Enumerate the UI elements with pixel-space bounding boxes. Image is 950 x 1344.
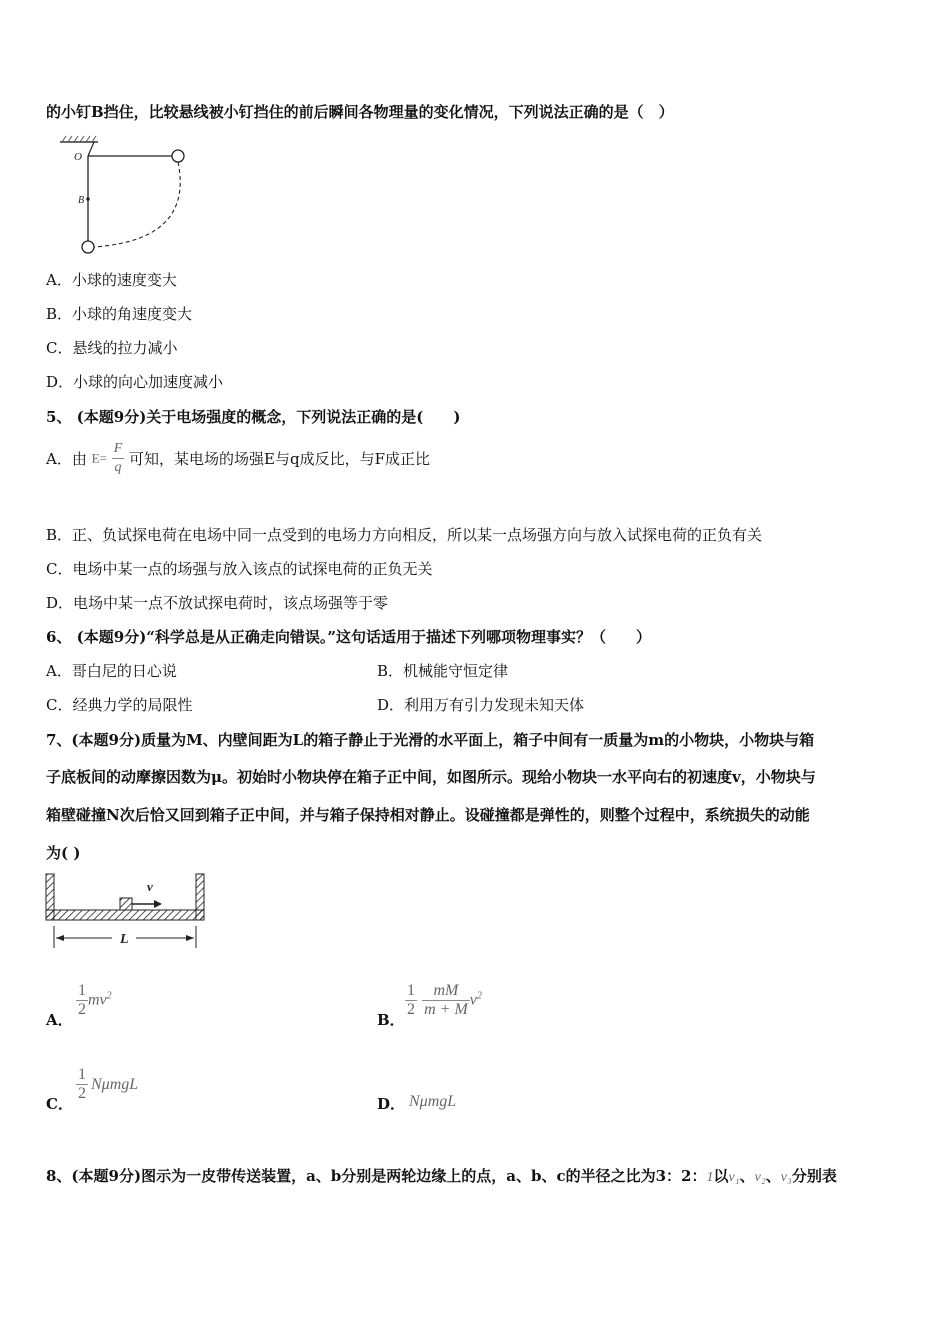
q8-sep1: 、 (739, 1167, 755, 1185)
q7-c-fraction (76, 1066, 88, 1103)
q7-a-sup: 2 (106, 990, 112, 1002)
q7-c-den: 2 (78, 1085, 86, 1102)
point-o-label: O (74, 151, 82, 163)
q5-formula-fraction (112, 440, 125, 477)
q5-option-d: D．电场中某一点不放试探电荷时，该点场强等于零 (46, 594, 389, 612)
q7-b-fraction2 (422, 982, 470, 1019)
q7-a-num: 1 (78, 982, 86, 999)
q7-d-expr: NμmgL (409, 1093, 457, 1110)
q4-option-c: C．悬线的拉力减小 (46, 339, 178, 357)
q7-option-b-formula (405, 982, 482, 1019)
q8-stem-text: 8、(本题9分)图示为一皮带传送装置，a、b分别是两轮边缘上的点，a、b、c的半径之比为3：2： (46, 1167, 707, 1185)
q7-c-num: 1 (78, 1066, 86, 1083)
q8-v1: v₁ (728, 1170, 740, 1185)
q7-option-d-formula (409, 1091, 456, 1111)
q7-option-d-label: D． (377, 1095, 406, 1113)
q7-stem-line2: 子底板间的动摩擦因数为μ。初始时小物块停在箱子正中间，如图所示。现给小物块一水平向右的初速度v，小物块与 (46, 768, 816, 786)
q7-stem-line3: 箱壁碰撞N次后恰又回到箱子正中间，并与箱子保持相对静止。设碰撞都是弹性的，则整个过程中，系统损失的动能 (46, 806, 810, 824)
q7-b-num: 1 (407, 982, 415, 999)
q6-option-a: A．哥白尼的日心说 (46, 662, 177, 680)
box-figure (44, 870, 208, 952)
q8-tail-a: 以 (713, 1167, 729, 1185)
velocity-label: v (147, 879, 153, 894)
q7-b-expr: v (469, 991, 477, 1009)
q5-formula-left: E= (91, 450, 107, 466)
q7-option-a-label: A． (46, 1011, 73, 1029)
q7-a-expr: mv (88, 991, 107, 1009)
q7-option-c-formula (76, 1066, 138, 1103)
q8-stem (46, 1166, 837, 1188)
q8-ratio-last: 1 (706, 1170, 714, 1185)
q6-option-b: B．机械能守恒定律 (377, 662, 509, 680)
q4-stem-cont: 的小钉B挡住，比较悬线被小钉挡住的前后瞬间各物理量的变化情况，下列说法正确的是（ ） (46, 103, 674, 121)
q8-v3: v₃ (780, 1170, 792, 1185)
q7-a-fraction (76, 982, 88, 1019)
q7-b-fraction (405, 982, 417, 1019)
q7-b-den2: m + M (424, 1001, 468, 1018)
q7-b-den: 2 (407, 1001, 415, 1018)
point-b-label: B (78, 195, 85, 206)
q7-c-expr: NμmgL (91, 1075, 139, 1093)
q7-option-c-label: C． (46, 1095, 73, 1113)
q4-option-d: D．小球的向心加速度减小 (46, 373, 224, 391)
pendulum-figure (54, 132, 204, 258)
q5-formula-den: q (114, 460, 122, 475)
q8-sep2: 、 (765, 1167, 781, 1185)
q5-option-a-prefix: A．由 (46, 450, 87, 468)
q5-option-b: B．正、负试探电荷在电场中同一点受到的电场力方向相反，所以某一点场强方向与放入试探电荷的正负有关 (46, 526, 763, 544)
q8-v2: v₂ (754, 1170, 766, 1185)
q6-option-d: D．利用万有引力发现未知天体 (377, 696, 585, 714)
q7-b-sup: 2 (476, 990, 482, 1002)
q7-option-a-formula (76, 982, 112, 1019)
q7-b-num2: mM (422, 982, 470, 1001)
q4-option-b: B．小球的角速度变大 (46, 305, 193, 323)
q6-option-c: C．经典力学的局限性 (46, 696, 193, 714)
q7-stem-line4: 为( ) (46, 844, 81, 862)
q4-option-a: A．小球的速度变大 (46, 271, 177, 289)
q5-formula-num: F (112, 440, 125, 459)
q7-option-b-label: B． (377, 1011, 405, 1029)
q5-option-c: C．电场中某一点的场强与放入该点的试探电荷的正负无关 (46, 560, 433, 578)
q5-option-a (46, 440, 430, 477)
q7-a-den: 2 (78, 1001, 86, 1018)
q7-stem-line1: 7、(本题9分)质量为M、内壁间距为L的箱子静止于光滑的水平面上，箱子中间有一质量为m的小物块，小物块与箱 (46, 731, 815, 749)
q8-tail-b: 分别表 (791, 1167, 837, 1185)
q6-stem: 6、 (本题9分)“科学总是从正确走向错误。”这句话适用于描述下列哪项物理事实？（ ） (46, 628, 652, 646)
length-label: L (120, 932, 129, 947)
q5-stem: 5、 (本题9分)关于电场强度的概念，下列说法正确的是( ) (46, 408, 461, 426)
q5-option-a-suffix: 可知，某电场的场强E与q成反比，与F成正比 (129, 450, 430, 468)
